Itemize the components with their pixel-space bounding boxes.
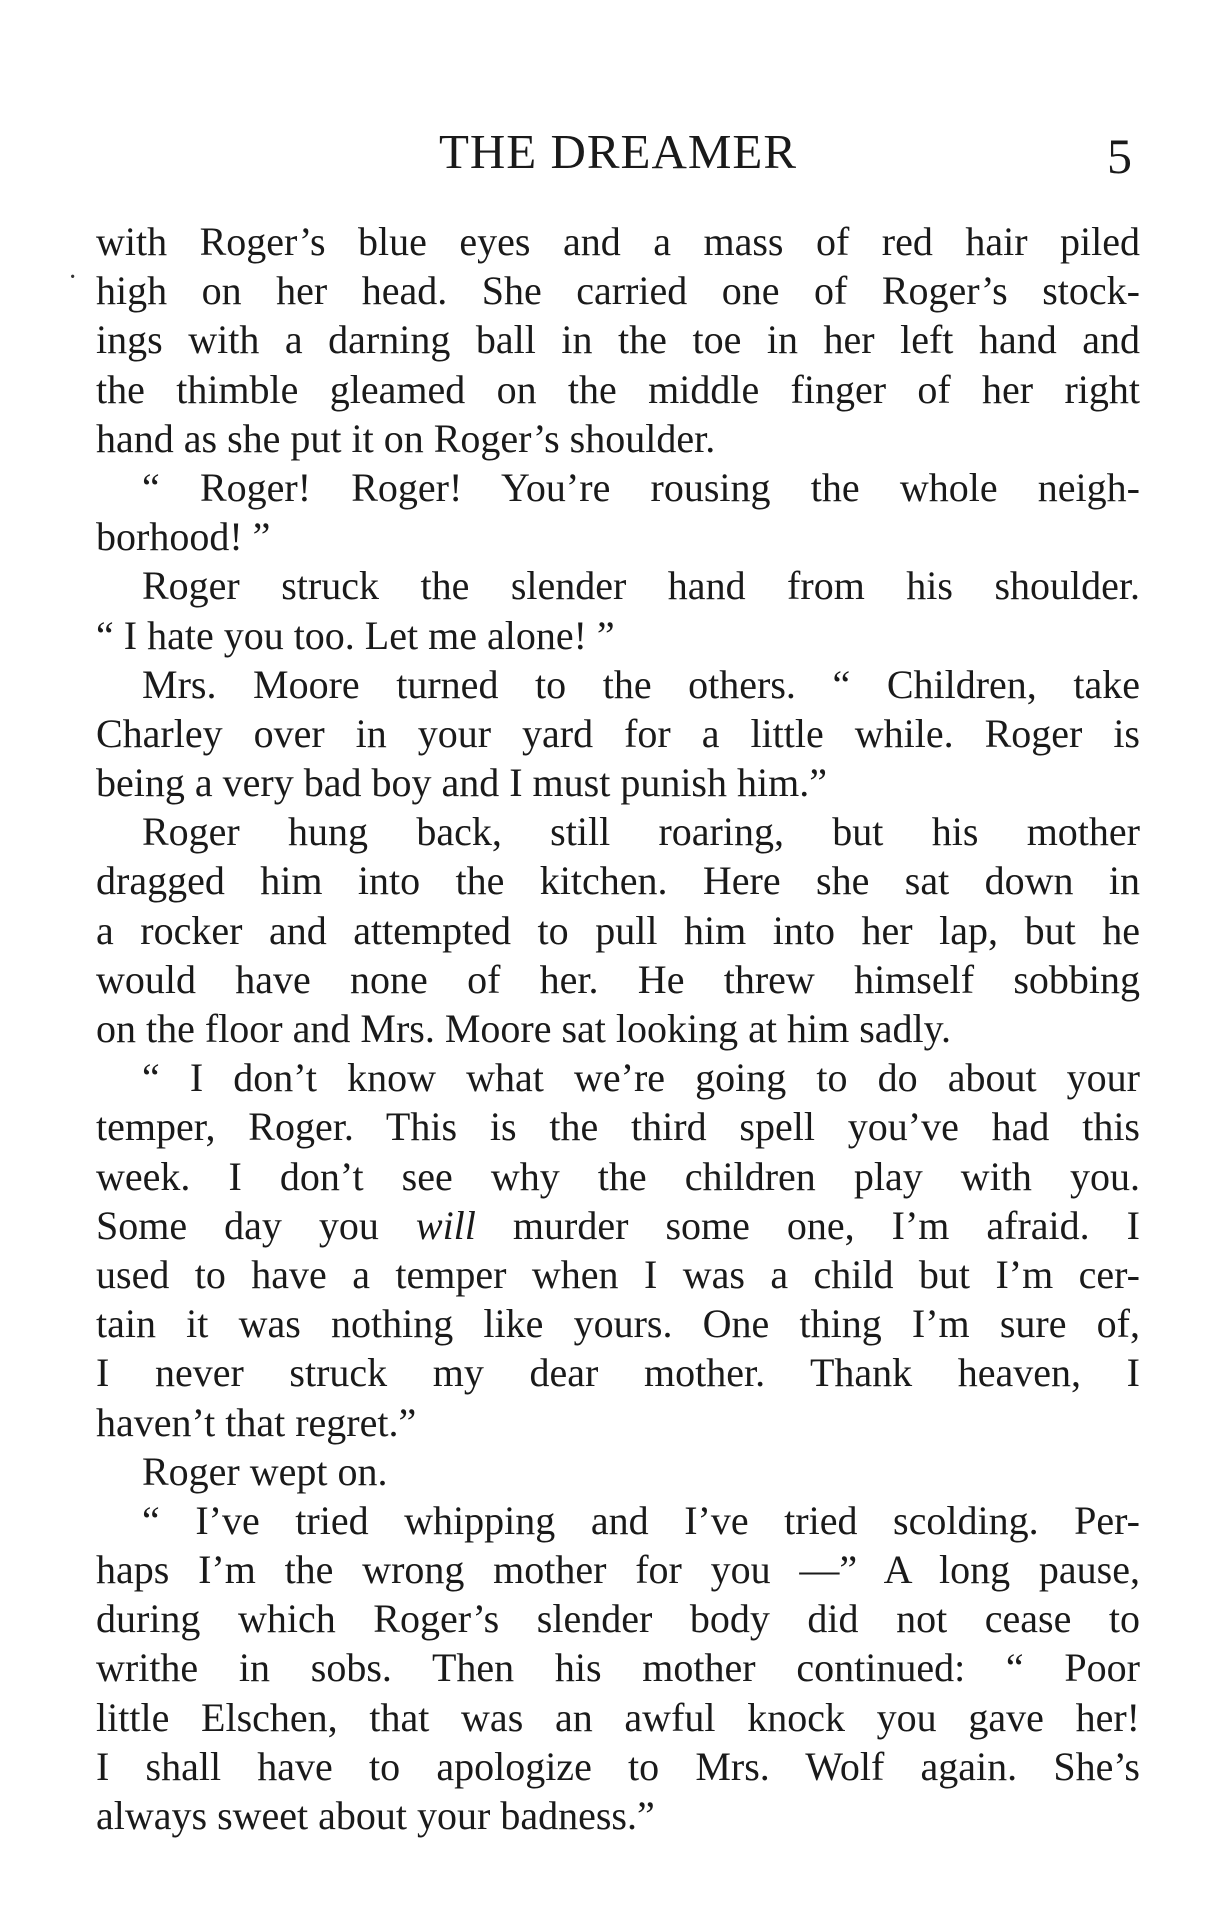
- text-line: I shall have to apologize to Mrs. Wolf again. She’s: [96, 1743, 1140, 1789]
- text-line: Roger wept on.: [142, 1448, 388, 1494]
- text-line: used to have a temper when I was a child but I’m cer-: [96, 1251, 1140, 1297]
- text-line: borhood! ”: [96, 514, 271, 560]
- text-line: a rocker and attempted to pull him into her lap, but he: [96, 907, 1140, 953]
- margin-speck: ·: [68, 262, 78, 293]
- text-line: “ I don’t know what we’re going to do about your: [142, 1055, 1140, 1101]
- text-line: during which Roger’s slender body did not cease to: [96, 1596, 1140, 1642]
- text-line: dragged him into the kitchen. Here she sat down in: [96, 858, 1140, 904]
- body-text: [96, 217, 1140, 1840]
- text-line: I never struck my dear mother. Thank heaven, I: [96, 1350, 1140, 1396]
- text-line: being a very bad boy and I must punish him.”: [96, 760, 827, 806]
- text-line: on the floor and Mrs. Moore sat looking at him sadly.: [96, 1006, 952, 1051]
- text-line: haven’t that regret.”: [96, 1399, 417, 1445]
- page-number: 5: [1107, 128, 1132, 184]
- emphasis-word: will: [415, 1202, 476, 1248]
- text-line: Charley over in your yard for a little while. Roger is: [96, 710, 1140, 756]
- text-line: high on her head. She carried one of Roger’s stock-: [96, 268, 1140, 314]
- text-line: “ Roger! Roger! You’re rousing the whole neigh-: [142, 464, 1140, 510]
- text-line: “ I’ve tried whipping and I’ve tried scolding. Per-: [142, 1497, 1140, 1543]
- text-line: “ I hate you too. Let me alone! ”: [96, 612, 615, 658]
- text-line: Roger hung back, still roaring, but his mother: [142, 809, 1140, 855]
- text-line: with Roger’s blue eyes and a mass of red hair piled: [96, 219, 1140, 264]
- text-line: week. I don’t see why the children play with you.: [96, 1153, 1140, 1199]
- text-line: haps I’m the wrong mother for you —” A long pause,: [96, 1547, 1140, 1593]
- text-line: temper, Roger. This is the third spell you’ve had this: [96, 1104, 1140, 1150]
- text-line-with-emphasis: [96, 1201, 1140, 1250]
- text-line: would have none of her. He threw himself sobbing: [96, 956, 1140, 1002]
- text-line: writhe in sobs. Then his mother continued: “ Poor: [96, 1645, 1140, 1691]
- text-line: ings with a darning ball in the toe in her left hand and: [96, 317, 1140, 363]
- text-line: tain it was nothing like yours. One thing I’m sure of,: [96, 1301, 1140, 1347]
- text-line: always sweet about your badness.”: [96, 1793, 655, 1838]
- text-line: little Elschen, that was an awful knock you gave her!: [96, 1694, 1140, 1740]
- line-text-before: Some day you: [96, 1202, 416, 1248]
- running-title: THE DREAMER: [438, 124, 798, 179]
- running-head: [96, 122, 1140, 182]
- line-text-after: murder some one, I’m afraid. I: [475, 1202, 1140, 1248]
- text-line: hand as she put it on Roger’s shoulder.: [96, 415, 716, 461]
- text-line: Mrs. Moore turned to the others. “ Children, take: [142, 661, 1140, 707]
- text-line: the thimble gleamed on the middle finger of her right: [96, 366, 1140, 412]
- text-line: Roger struck the slender hand from his shoulder.: [142, 563, 1140, 609]
